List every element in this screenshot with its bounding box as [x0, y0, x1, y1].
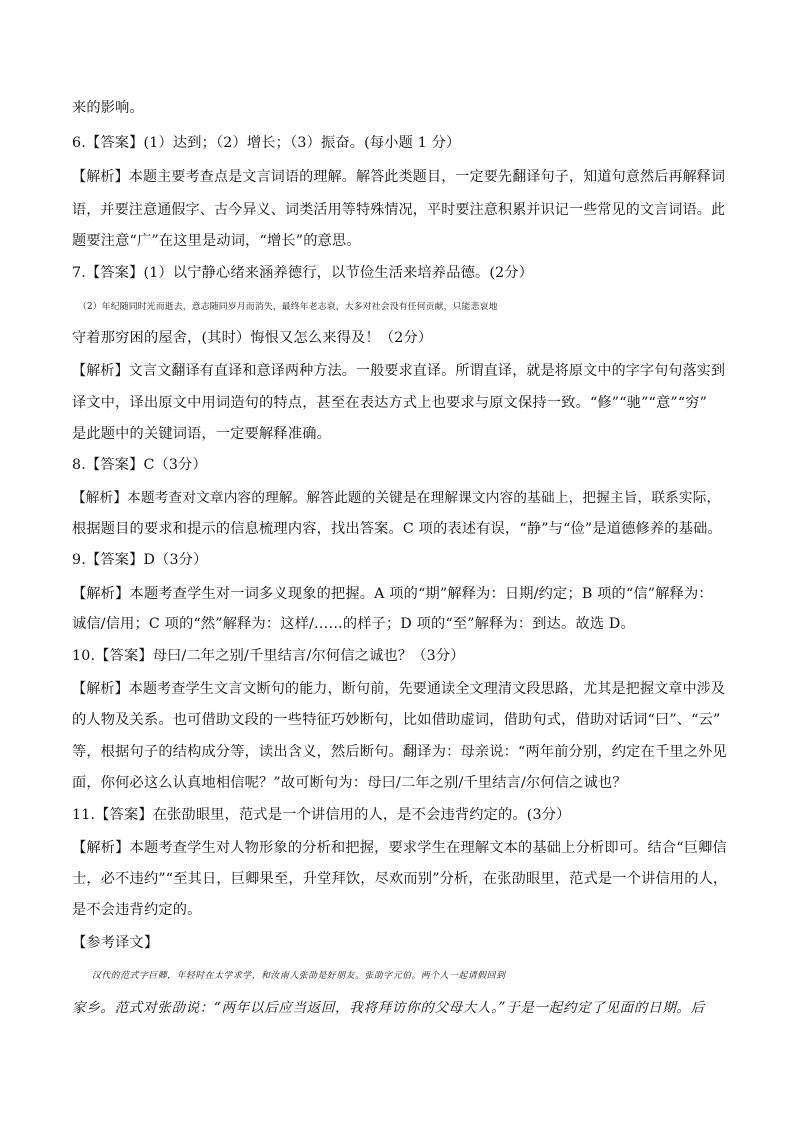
- analysis-10-line-2: 的人物及关系。也可借助文段的一些特征巧妙断句，比如借助虚词，借助句式，借助对话词“曰”、“云”: [72, 712, 721, 728]
- analysis-6-line-1: 【解析】本题主要考查点是文言词语的理解。解答此类题目，一定要先翻译句子，知道句意然后再解释词: [72, 169, 726, 185]
- analysis-6-line-3: 题要注意“广”在这里是动词，“增长”的意思。: [72, 233, 361, 249]
- analysis-7-line-2: 译文中，译出原文中用词造句的特点，甚至在表达方式上也要求与原文保持一致。“修”“驰”“意”“穷”: [72, 395, 708, 411]
- analysis-7-line-3: 是此题中的关键词语，一定要解释准确。: [72, 426, 331, 442]
- analysis-9-line-2: 诚信/信用；C 项的“然”解释为：这样/……的样子；D 项的“至”解释为：到达。故选 D。: [72, 616, 635, 632]
- text-line-1: 来的影响。: [72, 100, 144, 116]
- analysis-8-line-1: 【解析】本题考查对文章内容的理解。解答此题的关键是在理解课文内容的基础上，把握主旨，联系实际，: [72, 490, 721, 506]
- answer-11: 11.【答案】在张劭眼里，范式是一个讲信用的人，是不会违背约定的。(3分）: [72, 807, 571, 823]
- analysis-11-line-2: 士，必不违约”“至其日，巨卿果至，升堂拜饮，尽欢而别”分析，在张劭眼里，范式是一个讲信用的人，: [72, 871, 728, 887]
- reference-translation-heading: 【参考译文】: [72, 935, 159, 951]
- answer-8: 8.【答案】C（3分）: [72, 457, 207, 473]
- analysis-10-line-1: 【解析】本题考查学生文言文断句的能力，断句前，先要通读全文理清文段思路，尤其是把握文章中涉及: [72, 681, 726, 697]
- analysis-11-line-3: 是不会违背约定的。: [72, 902, 202, 918]
- answer-9: 9.【答案】D（3分）: [72, 552, 208, 568]
- translation-line-2: 家乡。范式对张劭说：“两年以后应当返回，我将拜访你的父母大人。”于是一起约定了见面的日期。后: [72, 1000, 705, 1016]
- answer-10: 10.【答案】母曰/二年之别/千里结言/尔何信之诚也？（3分）: [72, 648, 465, 664]
- analysis-11-line-1: 【解析】本题考查学生对人物形象的分析和把握，要求学生在理解文本的基础上分析即可。结合“巨卿信: [72, 840, 727, 856]
- translation-line-1: 汉代的范式字巨卿，年轻时在太学求学，和汝南人张劭是好朋友。张劭字元伯。两个人一起请假回到: [92, 971, 506, 981]
- analysis-10-line-3: 等，根据句子的结构成分等，读出含义，然后断句。翻译为：母亲说：“两年前分别，约定在千里之外见: [72, 744, 727, 760]
- analysis-9-line-1: 【解析】本题考查学生对一词多义现象的把握。A 项的“期”解释为：日期/约定；B 项的“信”解释为：: [72, 586, 713, 602]
- analysis-10-line-4: 面，你何必这么认真地相信呢？”故可断句为：母曰/二年之别/千里结言/尔何信之诚也？: [72, 775, 627, 791]
- answer-7-part-2-line-1: （2）年纪随同时光而逝去，意志随同岁月而消失，最终年老志衰，大多对社会没有任何贡献，只能悲哀地: [78, 302, 498, 312]
- answer-7-part-2-line-2: 守着那穷困的屋舍，(其时）悔恨又怎么来得及！（2分）: [72, 330, 433, 346]
- analysis-6-line-2: 语，并要注意通假字、古今异义、词类活用等特殊情况，平时要注意积累并识记一些常见的文言词语。此: [72, 202, 726, 218]
- answer-6: 6.【答案】(1）达到；（2）增长；（3）振奋。(每小题 1 分）: [72, 135, 461, 151]
- analysis-8-line-2: 根据题目的要求和提示的信息梳理内容，找出答案。C 项的表述有误，“静”与“俭”是道德修养的基础。: [72, 521, 722, 537]
- analysis-7-line-1: 【解析】文言文翻译有直译和意译两种方法。一般要求直译。所谓直译，就是将原文中的字字句句落实到: [72, 363, 726, 379]
- answer-7: 7.【答案】(1）以宁静心绪来涵养德行，以节俭生活来培养品德。(2分）: [72, 265, 534, 281]
